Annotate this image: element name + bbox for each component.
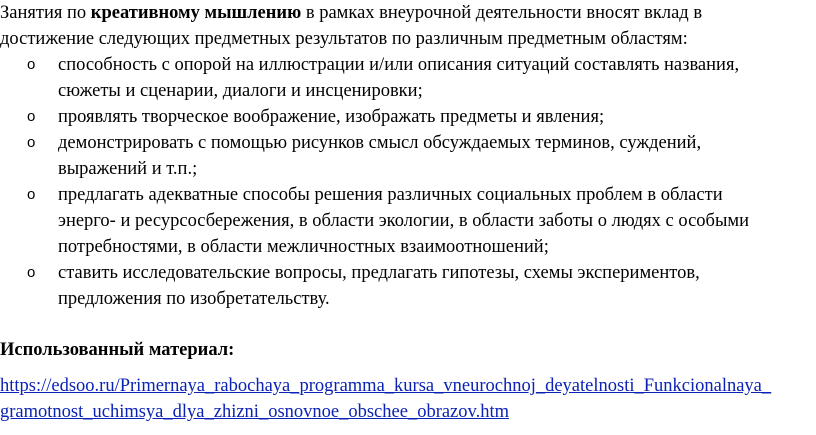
intro-prefix: Занятия по [0, 3, 91, 23]
bullet-1-line-1: способность с опорой на иллюстрации и/или описания ситуаций составлять названия, [58, 55, 740, 75]
bullet-5-line-1: ставить исследовательские вопросы, предлагать гипотезы, схемы экспериментов, [58, 263, 700, 283]
materials-heading: Использованный материал: [0, 340, 235, 360]
bullet-4-line-3: потребностями, в области межличностных взаимоотношений; [58, 237, 549, 257]
bullet-5-line-2: предложения по изобретательству. [58, 289, 330, 309]
bullet-marker: o [27, 186, 36, 203]
bullet-2-line-1: проявлять творческое воображение, изображать предметы и явления; [58, 107, 605, 127]
bullet-marker: o [27, 264, 36, 281]
intro-line-1 [0, 0, 702, 26]
source-link-line-1[interactable]: https://edsoo.ru/Primernaya_rabochaya_programma_kursa_vneurochnoj_deyatelnosti_Funkcionalnaya_ [0, 376, 772, 396]
source-link-line-2[interactable]: gramotnost_uchimsya_dlya_zhizni_osnovnoe_obschee_obrazov.htm [0, 402, 509, 422]
intro-line-2: достижение следующих предметных результатов по различным предметным областям: [0, 29, 688, 49]
bullet-1-line-2: сюжеты и сценарии, диалоги и инсценировки; [58, 81, 423, 101]
bullet-marker: o [27, 134, 36, 151]
bullet-3-line-1: демонстрировать с помощью рисунков смысл обсуждаемых терминов, суждений, [58, 133, 702, 153]
intro-suffix: в рамках внеурочной деятельности вносят вклад в [301, 3, 703, 23]
bullet-marker: o [27, 56, 36, 73]
bullet-marker: o [27, 108, 36, 125]
bullet-4-line-1: предлагать адекватные способы решения различных социальных проблем в области [58, 185, 723, 205]
bullet-3-line-2: выражений и т.п.; [58, 159, 198, 179]
intro-bold-term: креативному мышлению [90, 3, 302, 23]
bullet-4-line-2: энерго- и ресурсосбережения, в области экологии, в области заботы о людях с особыми [58, 211, 749, 231]
